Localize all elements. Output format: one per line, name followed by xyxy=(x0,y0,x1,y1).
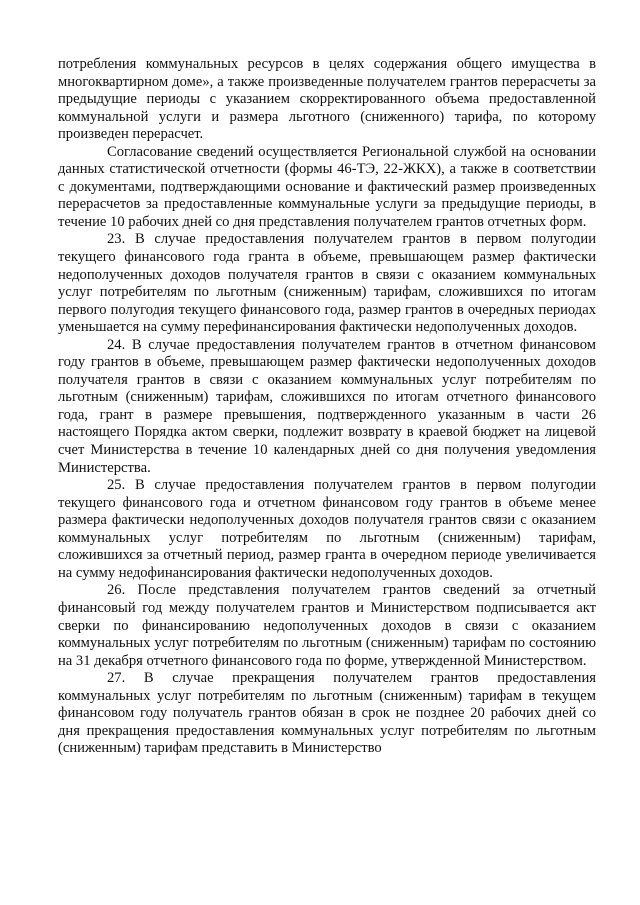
document-page xyxy=(58,56,596,758)
paragraph-approval: Согласование сведений осуществляется Региональной службой на основании данных статистической отчетности (формы 46-ТЭ, 22-ЖКХ), а также в соответствии с документами, подтверждающими основание и фактический размер произведенных перерасчетов за предоставленные коммунальные услуги за предыдущие периоды, в течение 10 рабочих дней со дня представления получателем грантов отчетных форм. xyxy=(58,143,596,230)
paragraph-24: 24. В случае предоставления получателем грантов в отчетном финансовом году грантов в объеме, превышающем размер фактически недополученных доходов получателя грантов в связи с оказанием коммунальных услуг потребителям по льготным (сниженным) тарифам, сложившихся по итогам отчетного финансового года, грант в размере превышения, подтвержденного указанным в части 26 настоящего Порядка актом сверки, подлежит возврату в краевой бюджет на лицевой счет Министерства в течение 10 календарных дней со дня получения уведомления Министерства. xyxy=(58,336,596,476)
paragraph-continuation: потребления коммунальных ресурсов в целях содержания общего имущества в многоквартирном доме», а также произведенные получателем грантов перерасчеты за предыдущие периоды с указанием скорректированного объема предоставленной коммунальной услуги и размера льготного (сниженного) тарифа, по которому произведен перерасчет. xyxy=(58,56,596,143)
paragraph-25: 25. В случае предоставления получателем грантов в первом полугодии текущего финансового года и отчетном финансовом году грантов в объеме менее размера фактически недополученных доходов получателя грантов связи с оказанием коммунальных услуг потребителям по льготным (сниженным) тарифам, сложившихся за отчетный период, размер гранта в очередном периоде увеличивается на сумму недофинансирования фактически недополученных доходов. xyxy=(58,477,596,581)
paragraph-27: 27. В случае прекращения получателем грантов предоставления коммунальных услуг потребителям по льготным (сниженным) тарифам в текущем финансовом году получатель грантов обязан в срок не позднее 20 рабочих дней со дня прекращения предоставления коммунальных услуг потребителям по льготным (сниженным) тарифам представить в Министерство xyxy=(58,670,596,757)
paragraph-26: 26. После представления получателем грантов сведений за отчетный финансовый год между получателем грантов и Министерством подписывается акт сверки по финансированию недополученных доходов в связи с оказанием коммунальных услуг потребителям по льготным (сниженным) тарифам по состоянию на 31 декабря отчетного финансового года по форме, утвержденной Министерством. xyxy=(58,582,596,669)
paragraph-23: 23. В случае предоставления получателем грантов в первом полугодии текущего финансового года гранта в объеме, превышающем размер фактически недополученных доходов получателя грантов в связи с оказанием коммунальных услуг потребителям по льготным (сниженным) тарифам, сложившихся по итогам первого полугодия текущего финансового года, размер грантов в очередных периодах уменьшается на сумму перефинансирования фактически недополученных доходов. xyxy=(58,231,596,336)
